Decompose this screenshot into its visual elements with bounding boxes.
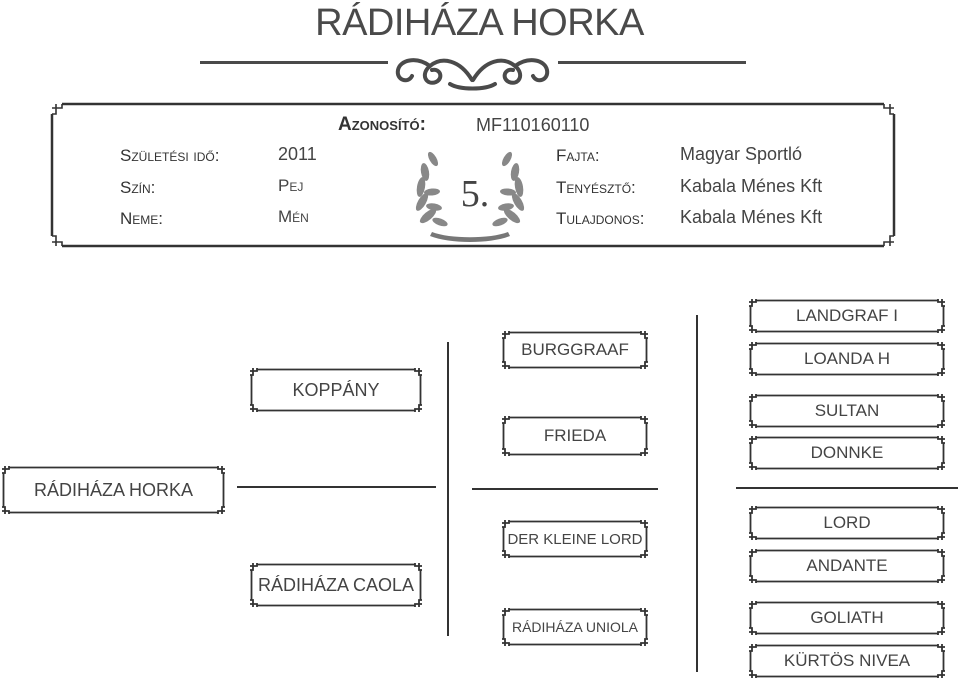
- pedigree-g3-box: [749, 644, 945, 678]
- horse-name: KOPPÁNY: [292, 379, 380, 400]
- pedigree-sire-sire-box: [502, 331, 648, 369]
- horse-name: BURGGRAAF: [521, 340, 629, 359]
- breed-value: Magyar Sportló: [680, 144, 803, 164]
- color-label: Szín:: [120, 178, 156, 197]
- horse-name: KÜRTÖS NIVEA: [783, 651, 911, 670]
- pedigree-g3-box: [749, 394, 945, 428]
- placement-number: 5.: [460, 173, 490, 215]
- horse-name: LORD: [823, 513, 871, 532]
- page-title: RÁDIHÁZA HORKA: [315, 2, 644, 44]
- horse-name: RÁDIHÁZA HORKA: [33, 479, 194, 500]
- horse-name: DER KLEINE LORD: [507, 530, 643, 548]
- sex-label: Neme:: [120, 209, 164, 228]
- pedigree-sire-dam-box: [502, 416, 648, 456]
- pedigree-sire-box: [250, 368, 422, 412]
- owner-value: Kabala Ménes Kft: [680, 207, 823, 227]
- connector-line: [447, 342, 449, 636]
- horse-name: ANDANTE: [806, 556, 888, 575]
- title-rule-right: [558, 61, 746, 64]
- sex-value: Mén: [278, 207, 309, 226]
- birth-label: Születési idő:: [120, 146, 220, 165]
- pedigree-dam-dam-box: [502, 608, 648, 646]
- horse-name: RÁDIHÁZA UNIOLA: [511, 619, 639, 635]
- pedigree-subject-box: [2, 466, 225, 514]
- connector-line: [472, 488, 658, 490]
- pedigree-g3-box: [749, 436, 945, 470]
- breeder-value: Kabala Ménes Kft: [680, 176, 823, 196]
- pedigree-g3-box: [749, 506, 945, 540]
- pedigree-dam-sire-box: [502, 520, 648, 558]
- pedigree-g3-box: [749, 601, 945, 635]
- title-rule-left: [200, 61, 388, 64]
- color-value: Pej: [278, 176, 304, 195]
- horse-name: LANDGRAF I: [795, 306, 899, 325]
- id-value: MF110160110: [476, 115, 590, 135]
- id-label: Azonosító:: [338, 114, 426, 135]
- horse-name: LOANDA H: [804, 349, 890, 368]
- pedigree-g3-box: [749, 299, 945, 333]
- pedigree-g3-box: [749, 549, 945, 583]
- scroll-ornament-icon: [390, 50, 555, 92]
- pedigree-g3-box: [749, 342, 945, 376]
- breeder-label: Tenyésztő:: [556, 178, 636, 197]
- birth-value: 2011: [278, 144, 317, 164]
- connector-line: [736, 487, 958, 489]
- horse-name: SULTAN: [814, 401, 880, 420]
- owner-label: Tulajdonos:: [556, 209, 645, 228]
- connector-line: [696, 315, 698, 672]
- horse-name: DONNKE: [810, 443, 884, 462]
- horse-name: FRIEDA: [543, 426, 607, 445]
- horse-name: GOLIATH: [810, 608, 884, 627]
- horse-name: RÁDIHÁZA CAOLA: [257, 574, 415, 595]
- breed-label: Fajta:: [556, 146, 600, 165]
- pedigree-dam-box: [250, 563, 422, 607]
- connector-line: [237, 486, 436, 488]
